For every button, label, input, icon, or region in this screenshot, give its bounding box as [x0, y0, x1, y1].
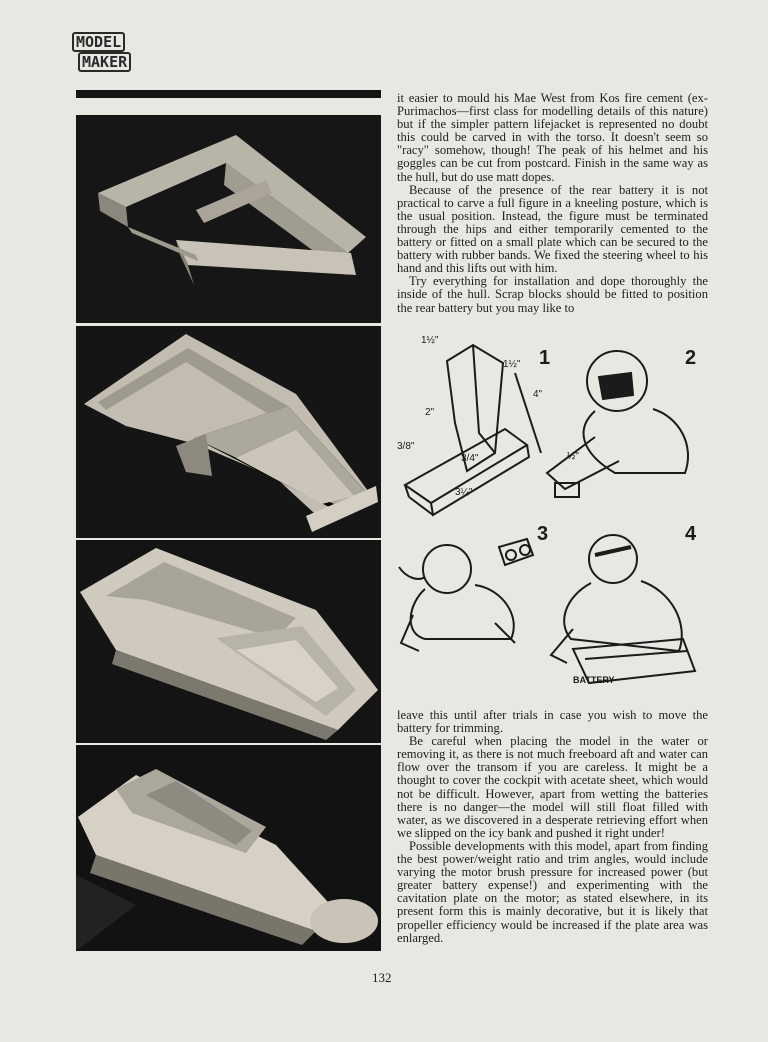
photo-hull-decked	[76, 540, 381, 743]
figure-number-3: 3	[537, 523, 549, 545]
dimension-label: ½"	[567, 451, 579, 462]
figure-number-1: 1	[539, 347, 551, 369]
figure-number-2: 2	[685, 347, 697, 369]
dimension-label: 3/8"	[397, 441, 415, 452]
paragraph: Be careful when placing the model in the water or removing it, as there is not much freeboard aft and water can flow over the transom if you are careless. It might be a thought to cover the cockpit with acetate sheet, which would not be difficult. However, apart from wetting the batteries there is no danger—the model will still float filled with water, as we discovered in a desperate retrieving effort when we slipped on the icy bank and pushed it right under!	[397, 734, 708, 840]
paragraph: Because of the presence of the rear battery it is not practical to carve a full figure in a kneeling posture, which is the usual position. Instead, the figure must be terminated through the hips and either temporarily cemented to the battery or fitted on a small plate which can be secured to the battery with rubber bands. We fixed the steering wheel to his hand and this lifts out with him.	[397, 182, 708, 276]
dimension-label: 4"	[533, 389, 543, 400]
dimension-label: 3/4"	[461, 453, 479, 464]
dimension-label: 2"	[425, 407, 435, 418]
page-number: 132	[372, 970, 392, 985]
masthead-line2: MAKER	[78, 52, 131, 72]
paragraph: Try everything for installation and dope thoroughly the inside of the hull. Scrap blocks should be fitted to position the rear battery but you may like to	[397, 274, 708, 315]
masthead-line1: MODEL	[72, 32, 125, 52]
figure-number-4: 4	[685, 523, 697, 545]
dimension-label: 1½"	[421, 335, 439, 346]
header-rule	[76, 90, 381, 98]
photo-hull-frame	[76, 115, 381, 323]
battery-label: BATTERY	[573, 675, 615, 685]
article-text-bottom	[397, 709, 708, 945]
dimension-label: 1½"	[503, 359, 521, 370]
masthead-logo	[72, 32, 162, 76]
paragraph: Possible developments with this model, apart from finding the best power/weight ratio and trim angles, would include varying the motor brush pressure for increased power (but greater battery expense!) and experimenting with the cavitation plate on the motor; as stated elsewhere, in its present form this is mainly decorative, but it is likely that propeller efficiency would be increased if the plate area was enlarged.	[397, 838, 708, 945]
paragraph: it easier to mould his Mae West from Kos fire cement (ex-Purimachos—first class for modelling details of this nature) but if the simpler pattern lifejacket is represented no doubt this could be carved in with the torso. It doesn't seem so "racy" somehow, though! The peak of his helmet and his goggles can be cut from postcard. Finish in the same way as the hull, but do use matt dopes.	[397, 91, 708, 184]
dimension-label: 3¼"	[455, 487, 473, 498]
photo-hull-sides	[76, 326, 381, 538]
article-text-top	[397, 92, 708, 315]
photo-hull-carved	[76, 745, 381, 951]
pilot-figure-sketch	[395, 333, 711, 705]
paragraph: leave this until after trials in case you wish to move the battery for trimming.	[397, 708, 708, 736]
